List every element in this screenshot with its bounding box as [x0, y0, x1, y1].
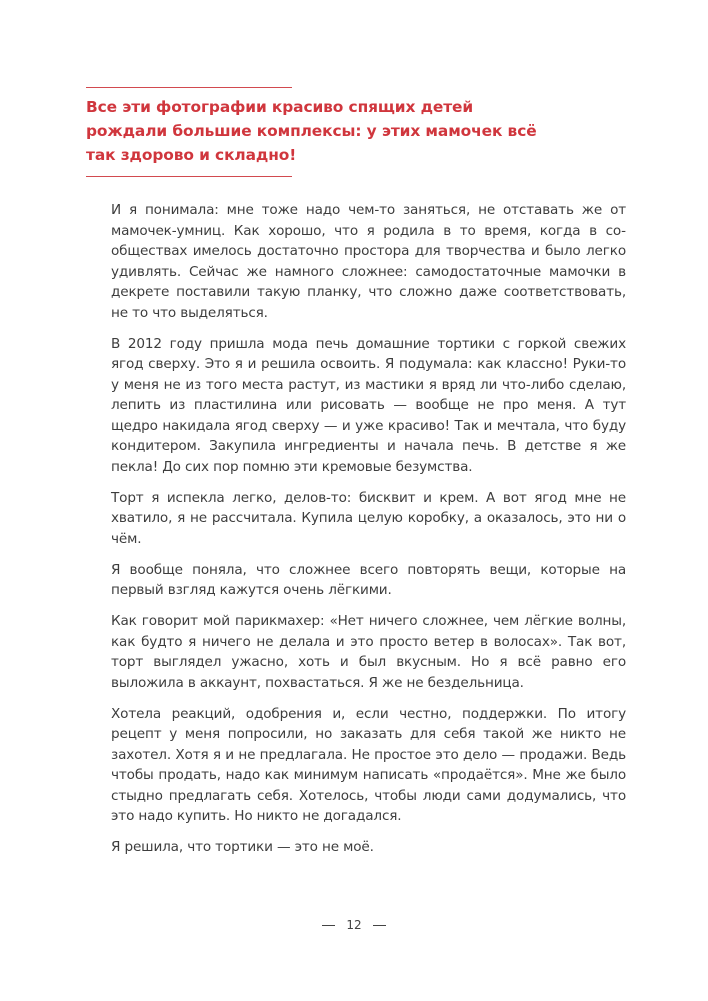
paragraph: В 2012 году пришла мода печь домашние тортики с горкой свежих ягод сверху. Это я и решила освоить. Я подумала: как классно! Руки-то у меня не из того места растут, из мастики я вряд ли что-либо сделаю, лепить из пластилина или рисовать — вообще не про меня. А тут щедро накидала ягод сверху — и уже красиво! Так и мечтала, что буду кондитером. Закупила ингредиенты и начала печь. В детстве я же пекла! До сих пор помню эти кремовые безумства. [111, 335, 626, 475]
paragraph: Торт я испекла легко, делов-то: бисквит и крем. А вот ягод мне не хватило, я не рассчитала. Купила целую коробку, а оказалось, это ни о чём. [111, 489, 626, 547]
pull-quote [86, 87, 556, 177]
pull-quote-top-rule [86, 87, 292, 88]
paragraph: И я понимала: мне тоже надо чем-то заняться, не отставать же от мамочек-умниц. Как хорошо, что я родила в то время, когда в сообществах имелось достаточно простора для творчества и было легко удивлять. Сейчас же намного сложнее: самодостаточные мамочки в декрете поставили такую планку, что сложно даже соответствовать, не то что выделяться. [111, 202, 626, 321]
dash-right [373, 925, 386, 926]
page-number [0, 918, 708, 932]
body-text [111, 200, 626, 868]
paragraph: Я решила, что тортики — это не моё. [111, 839, 374, 855]
dash-left [322, 925, 335, 926]
pull-quote-bottom-rule [86, 176, 292, 177]
paragraph: Я вообще поняла, что сложнее всего повторять вещи, которые на первый взгляд кажутся очень лёгкими. [111, 561, 626, 598]
page-number-value: 12 [346, 918, 362, 932]
paragraph: Как говорит мой парикмахер: «Нет ничего сложнее, чем лёгкие волны, как будто я ничего не делала и это просто ветер в волосах». Так вот, торт выглядел ужасно, хоть и был вкусным. Но я всё равно его выложила в аккаунт, похвастаться. Я же не бездельница. [111, 613, 626, 691]
pull-quote-text: Все эти фотографии красиво спящих детей рождали большие комплексы: у этих мамочек всё так здорово и складно! [86, 98, 537, 164]
paragraph: Хотела реакций, одобрения и, если честно, поддержки. По итогу рецепт у меня попросили, но заказать для себя такой же никто не захотел. Хотя я и не предлагала. Не простое это дело — продажи. Ведь чтобы продать, надо как минимум написать «продаётся». Мне же было стыдно предлагать себя. Хотелось, чтобы люди сами додумались, что это надо купить. Но никто не догадался. [111, 705, 626, 824]
